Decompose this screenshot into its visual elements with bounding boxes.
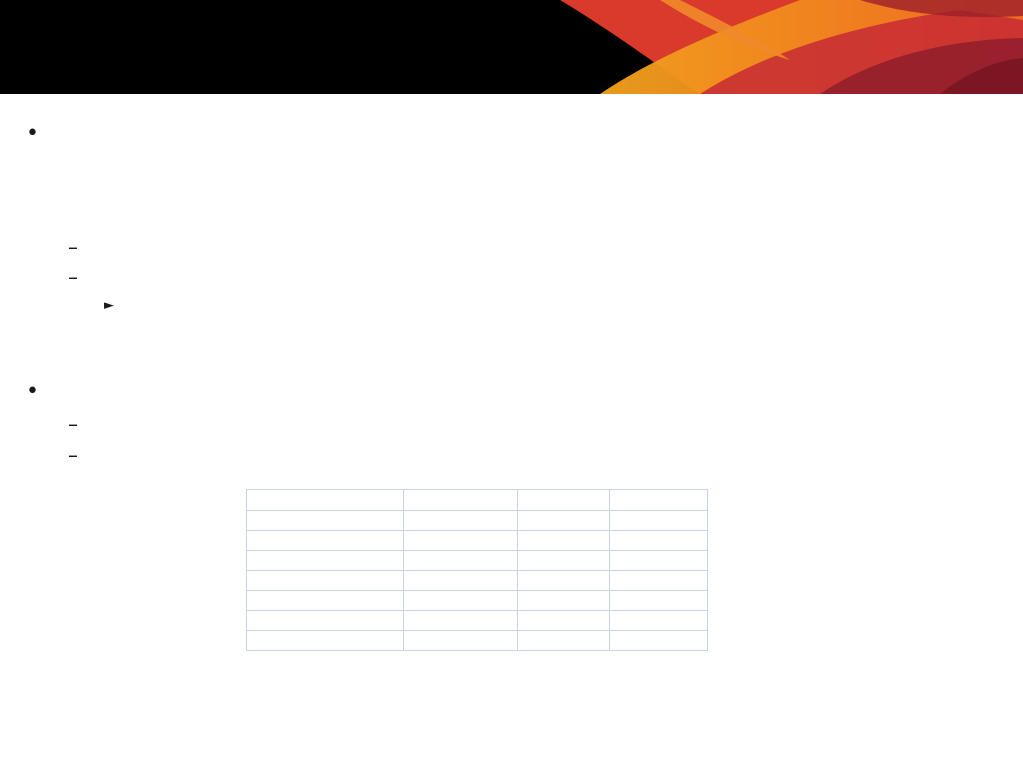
table-cell <box>518 591 610 611</box>
table-cell <box>404 531 518 551</box>
arrow-right-icon: ► <box>104 298 114 313</box>
table-row <box>247 631 708 651</box>
table-cell <box>518 631 610 651</box>
table-cell <box>518 511 610 531</box>
table-cell <box>247 511 404 531</box>
table-cell <box>518 531 610 551</box>
table-cell <box>247 631 404 651</box>
table-cell <box>610 511 708 531</box>
table-cell <box>404 571 518 591</box>
dash-icon: – <box>68 265 78 289</box>
dash-icon: – <box>68 412 78 436</box>
column-header <box>247 490 404 511</box>
bullet-icon: • <box>26 379 39 404</box>
table-cell <box>247 611 404 631</box>
bullet-icon: • <box>26 121 39 146</box>
table-cell <box>610 571 708 591</box>
table-cell <box>610 531 708 551</box>
table-cell <box>247 531 404 551</box>
table-cell <box>404 591 518 611</box>
column-header <box>610 490 708 511</box>
table-cell <box>610 591 708 611</box>
table-cell <box>610 551 708 571</box>
dash-icon: – <box>68 235 78 259</box>
table-row <box>247 531 708 551</box>
table-cell <box>518 571 610 591</box>
table-cell <box>610 611 708 631</box>
table-row <box>247 511 708 531</box>
table-cell <box>610 631 708 651</box>
table-cell <box>247 551 404 571</box>
table-cell <box>247 591 404 611</box>
table-row <box>247 551 708 571</box>
table-row <box>247 611 708 631</box>
table-cell <box>404 631 518 651</box>
insurance-table <box>246 489 708 651</box>
table-row <box>247 591 708 611</box>
table-header-row <box>247 490 708 511</box>
table-row <box>247 571 708 591</box>
column-header <box>518 490 610 511</box>
table-cell <box>404 551 518 571</box>
table-cell <box>404 511 518 531</box>
table-cell <box>518 611 610 631</box>
table-cell <box>518 551 610 571</box>
column-header <box>404 490 518 511</box>
table-cell <box>404 611 518 631</box>
dash-icon: – <box>68 443 78 467</box>
table-cell <box>247 571 404 591</box>
